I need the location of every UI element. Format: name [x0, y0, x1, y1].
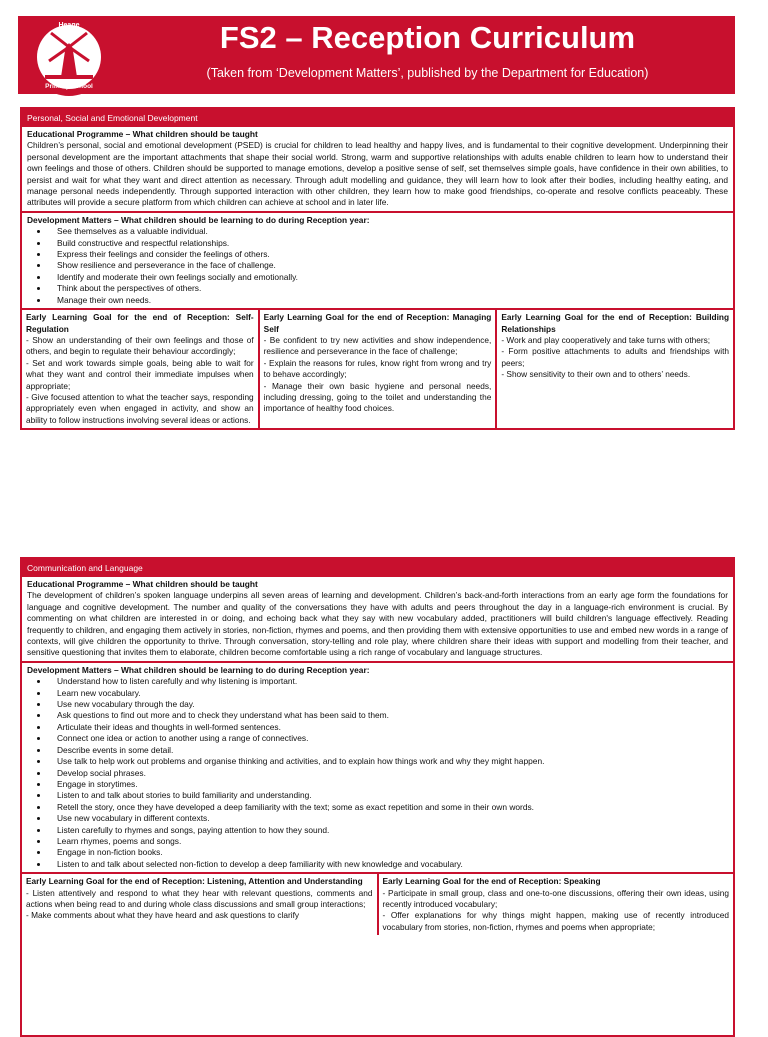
goal-text: - Offer explanations for why things might happen, making use of recently introduced vocabulary from stories, non-fiction, rhymes and poems when appropriate; — [382, 910, 729, 932]
cl-programme-text: The development of children’s spoken language underpins all seven areas of learning and development. Children’s back-and-forth interactions from an early age form the foundations for language and cognitive development. The number and quality of the conversations they have with adults and peers throughout the day in a language-rich environment is crucial. By commenting on what children are interested in or doing, and echoing back what they say with new vocabulary added, practitioners will build children's language effectively. Reading frequently to children, and engaging them actively in stories, non-fiction, rhymes and poems, and then providing them with extensive opportunities to use and embed new words in a range of contexts, will give children the opportunity to thrive. Through conversation, story-telling and role play, where children share their ideas with support and modelling from their teacher, and sensitive questioning that invites them to elaborate, children become comfortable using a rich range of vocabulary and language structures. — [27, 590, 728, 658]
list-item: • Articulate their ideas and thoughts in well-formed sentences. — [49, 722, 728, 733]
school-logo — [30, 18, 108, 96]
goal-text: - Manage their own basic hygiene and personal needs, including dressing, going to the toilet and understanding the importance of healthy food choices. — [263, 380, 492, 414]
goal-text: - Explain the reasons for rules, know right from wrong and try to behave accordingly; — [263, 357, 492, 380]
list-item: • Identify and moderate their own feelings socially and emotionally. — [49, 272, 728, 283]
psed-matters — [22, 211, 733, 308]
goal-text: - Form positive attachments to adults and friendships with peers; — [501, 346, 730, 368]
list-item: • Listen to and talk about stories to build familiarity and understanding. — [49, 790, 728, 801]
goal-speaking — [377, 874, 734, 935]
logo-text-top: Heage — [58, 22, 80, 29]
goal-text: - Participate in small group, class and one-to-one discussions, offering their own ideas, using recently introduced vocabulary; — [382, 887, 729, 909]
cl-programme-title: Educational Programme – What children should be taught — [27, 579, 258, 589]
list-item: • Understand how to listen carefully and why listening is important. — [49, 676, 728, 687]
list-item: • Engage in non-fiction books. — [49, 847, 728, 858]
goal-text: - Set and work towards simple goals, being able to wait for what they want and control their immediate impulses when appropriate; — [26, 357, 254, 391]
goal-text: - Be confident to try new activities and show independence, resilience and perseverance in the face of challenge; — [263, 334, 492, 357]
goal-title: Early Learning Goal for the end of Reception: Listening, Attention and Understanding — [26, 876, 363, 887]
psed-goals — [22, 308, 733, 428]
list-item: • Manage their own needs. — [49, 295, 728, 306]
goal-title: Early Learning Goal for the end of Reception: Building Relationships — [501, 312, 730, 334]
goal-text: - Make comments about what they have heard and ask questions to clarify — [26, 910, 300, 921]
list-item: • Show resilience and perseverance in the face of challenge. — [49, 260, 728, 271]
list-item: • Use talk to help work out problems and organise thinking and activities, and to explain how things work and why they might happen. — [49, 756, 728, 767]
logo-text-bottom: Primary School — [45, 83, 93, 90]
goal-listening — [22, 874, 377, 935]
cl-goals — [22, 872, 733, 935]
psed-programme-title: Educational Programme – What children should be taught — [27, 129, 258, 139]
goal-title: Early Learning Goal for the end of Reception: Managing Self — [263, 312, 492, 334]
list-item: • Listen to and talk about selected non-fiction to develop a deep familiarity with new knowledge and vocabulary. — [49, 859, 728, 870]
cl-bullet-list — [27, 676, 728, 870]
list-item: • Describe events in some detail. — [49, 745, 728, 756]
goal-text: - Give focused attention to what the teacher says, responding appropriately even when engaged in activity, and show an ability to follow instructions involving several ideas or actions. — [26, 391, 254, 425]
cl-matters-title: Development Matters – What children should be learning to do during Reception year: — [27, 664, 370, 675]
list-item: • Use new vocabulary in different contexts. — [49, 813, 728, 824]
list-item: • Express their feelings and consider the feelings of others. — [49, 249, 728, 260]
list-item: • Learn new vocabulary. — [49, 688, 728, 699]
psed-matters-title: Development Matters – What children should be learning to do during Reception year: — [27, 214, 370, 225]
cl-matters — [22, 661, 733, 872]
goal-title: Early Learning Goal for the end of Reception: Speaking — [382, 876, 601, 887]
goal-self-regulation — [22, 310, 258, 428]
list-item: • See themselves as a valuable individual. — [49, 226, 728, 237]
psed-programme-text: Children’s personal, social and emotional development (PSED) is crucial for children to lead healthy and happy lives, and is fundamental to their cognitive development. Underpinning their personal development are the important attachments that shape their social world. Strong, warm and supportive relationships with adults enable children to learn how to understand their own feelings and those of others. Children should be supported to manage emotions, develop a positive sense of self, set themselves simple goals, have confidence in their own abilities, to persist and wait for what they want and direct attention as necessary. Through adult modelling and guidance, they will learn how to look after their bodies, including healthy eating, and manage personal needs independently. Through supported interaction with other children, they learn how to make good friendships, co-operate and resolve conflicts peaceably. These attributes will provide a secure platform from which children can achieve at school and in later life. — [27, 140, 728, 208]
list-item: • Develop social phrases. — [49, 768, 728, 779]
goal-text: - Show sensitivity to their own and to others’ needs. — [501, 369, 691, 380]
list-item: • Connect one idea or action to another using a range of connectives. — [49, 733, 728, 744]
page-title: FS2 – Reception Curriculum — [219, 20, 636, 55]
psed-heading: Personal, Social and Emotional Development — [22, 109, 733, 127]
list-item: • Engage in storytimes. — [49, 779, 728, 790]
cl-programme — [22, 577, 733, 661]
goal-building-relationships — [495, 310, 733, 428]
cl-section — [20, 557, 735, 1037]
list-item: • Ask questions to find out more and to check they understand what has been said to them. — [49, 710, 728, 721]
psed-section — [20, 107, 735, 430]
goal-text: - Show an understanding of their own feelings and those of others, and begin to regulate their behaviour accordingly; — [26, 334, 254, 357]
goal-text: - Listen attentively and respond to what they hear with relevant questions, comments and actions when being read to and during whole class discussions and small group interactions; — [26, 887, 373, 909]
goal-title: Early Learning Goal for the end of Reception: Self-Regulation — [26, 312, 254, 334]
psed-bullet-list — [27, 226, 728, 306]
cl-heading: Communication and Language — [22, 559, 733, 577]
list-item: • Listen carefully to rhymes and songs, paying attention to how they sound. — [49, 825, 728, 836]
list-item: • Learn rhymes, poems and songs. — [49, 836, 728, 847]
goal-text: - Work and play cooperatively and take turns with others; — [501, 334, 711, 345]
list-item: • Build constructive and respectful relationships. — [49, 238, 728, 249]
goal-managing-self — [258, 310, 496, 428]
list-item: • Retell the story, once they have developed a deep familiarity with the text; some as exact repetition and some in their own words. — [49, 802, 728, 813]
page-subtitle: (Taken from ‘Development Matters’, published by the Department for Education) — [206, 66, 649, 80]
list-item: • Think about the perspectives of others. — [49, 283, 728, 294]
psed-programme — [22, 127, 733, 211]
windmill-icon — [37, 25, 101, 89]
list-item: • Use new vocabulary through the day. — [49, 699, 728, 710]
